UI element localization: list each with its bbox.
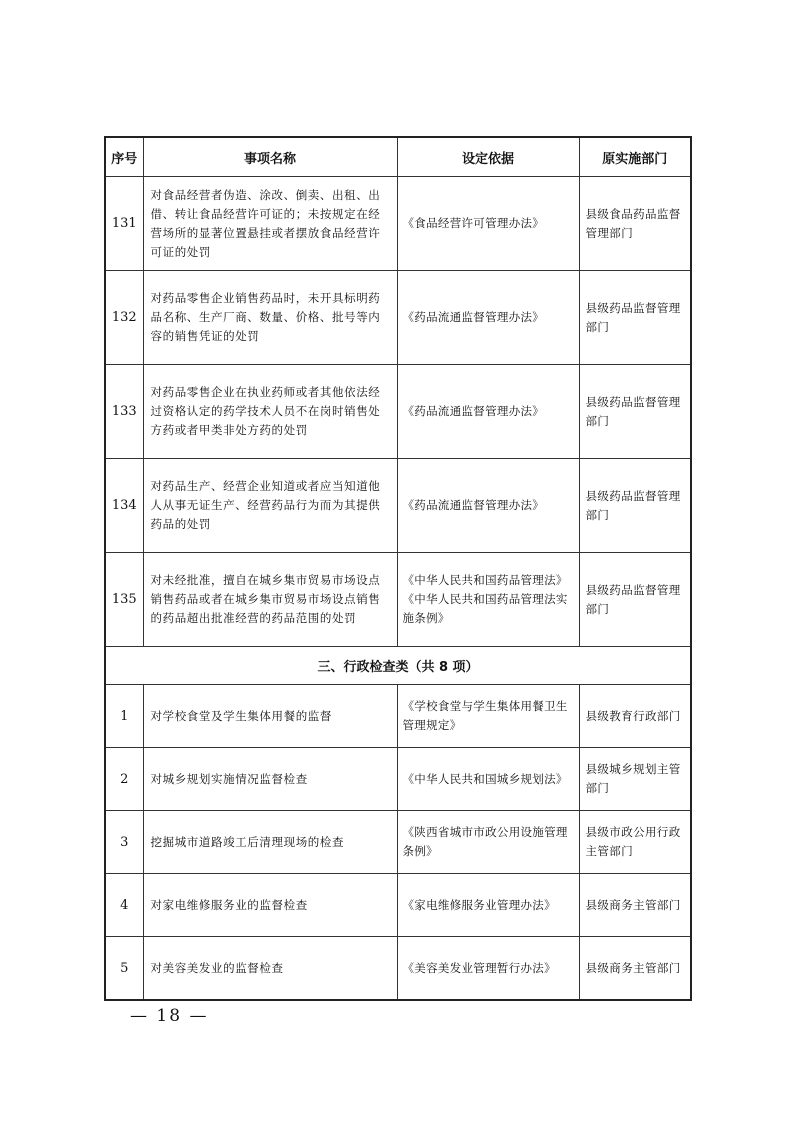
row-basis: 《学校食堂与学生集体用餐卫生管理规定》	[397, 685, 579, 748]
row-name: 对城乡规划实施情况监督检查	[143, 748, 397, 811]
row-basis: 《药品流通监督管理办法》	[397, 365, 579, 459]
row-dept: 县级商务主管部门	[579, 937, 691, 1001]
table-row	[105, 177, 691, 271]
row-no: 133	[105, 365, 143, 459]
row-dept: 县级商务主管部门	[579, 874, 691, 937]
row-dept: 县级城乡规划主管部门	[579, 748, 691, 811]
table-header-row	[105, 137, 691, 177]
section-row	[105, 647, 691, 685]
page-number: — 18 —	[130, 1006, 209, 1026]
row-no: 135	[105, 553, 143, 647]
table-row	[105, 553, 691, 647]
row-dept: 县级食品药品监督管理部门	[579, 177, 691, 271]
row-no: 131	[105, 177, 143, 271]
row-name: 对家电维修服务业的监督检查	[143, 874, 397, 937]
row-name: 对食品经营者伪造、涂改、倒卖、出租、出借、转让食品经营许可证的；未按规定在经营场所的显著位置悬挂或者摆放食品经营许可证的处罚	[143, 177, 397, 271]
row-no: 3	[105, 811, 143, 874]
row-no: 5	[105, 937, 143, 1001]
row-no: 1	[105, 685, 143, 748]
table-row	[105, 874, 691, 937]
items-table	[104, 136, 692, 1001]
row-basis: 《美容美发业管理暂行办法》	[397, 937, 579, 1001]
table-row	[105, 271, 691, 365]
row-dept: 县级市政公用行政主管部门	[579, 811, 691, 874]
header-basis: 设定依据	[397, 137, 579, 177]
row-no: 2	[105, 748, 143, 811]
document-page	[104, 136, 690, 1001]
table-row	[105, 811, 691, 874]
row-name: 对药品零售企业销售药品时，未开具标明药品名称、生产厂商、数量、价格、批号等内容的销售凭证的处罚	[143, 271, 397, 365]
row-basis: 《药品流通监督管理办法》	[397, 271, 579, 365]
section-title: 三、行政检查类（共 8 项）	[105, 647, 691, 685]
header-dept: 原实施部门	[579, 137, 691, 177]
header-no: 序号	[105, 137, 143, 177]
row-dept: 县级药品监督管理部门	[579, 553, 691, 647]
row-basis: 《中华人民共和国药品管理法》《中华人民共和国药品管理法实施条例》	[397, 553, 579, 647]
row-dept: 县级教育行政部门	[579, 685, 691, 748]
row-name: 挖掘城市道路竣工后清理现场的检查	[143, 811, 397, 874]
row-name: 对未经批准，擅自在城乡集市贸易市场设点销售药品或者在城乡集市贸易市场设点销售的药品超出批准经营的药品范围的处罚	[143, 553, 397, 647]
row-name: 对药品生产、经营企业知道或者应当知道他人从事无证生产、经营药品行为而为其提供药品的处罚	[143, 459, 397, 553]
row-basis: 《食品经营许可管理办法》	[397, 177, 579, 271]
row-name: 对学校食堂及学生集体用餐的监督	[143, 685, 397, 748]
row-dept: 县级药品监督管理部门	[579, 365, 691, 459]
table-row	[105, 748, 691, 811]
row-basis: 《药品流通监督管理办法》	[397, 459, 579, 553]
row-name: 对美容美发业的监督检查	[143, 937, 397, 1001]
row-dept: 县级药品监督管理部门	[579, 271, 691, 365]
row-no: 132	[105, 271, 143, 365]
row-basis: 《陕西省城市市政公用设施管理条例》	[397, 811, 579, 874]
row-dept: 县级药品监督管理部门	[579, 459, 691, 553]
table-row	[105, 365, 691, 459]
row-no: 134	[105, 459, 143, 553]
table-row	[105, 459, 691, 553]
row-no: 4	[105, 874, 143, 937]
row-name: 对药品零售企业在执业药师或者其他依法经过资格认定的药学技术人员不在岗时销售处方药或者甲类非处方药的处罚	[143, 365, 397, 459]
table-row	[105, 685, 691, 748]
table-row	[105, 937, 691, 1001]
row-basis: 《家电维修服务业管理办法》	[397, 874, 579, 937]
header-name: 事项名称	[143, 137, 397, 177]
row-basis: 《中华人民共和国城乡规划法》	[397, 748, 579, 811]
